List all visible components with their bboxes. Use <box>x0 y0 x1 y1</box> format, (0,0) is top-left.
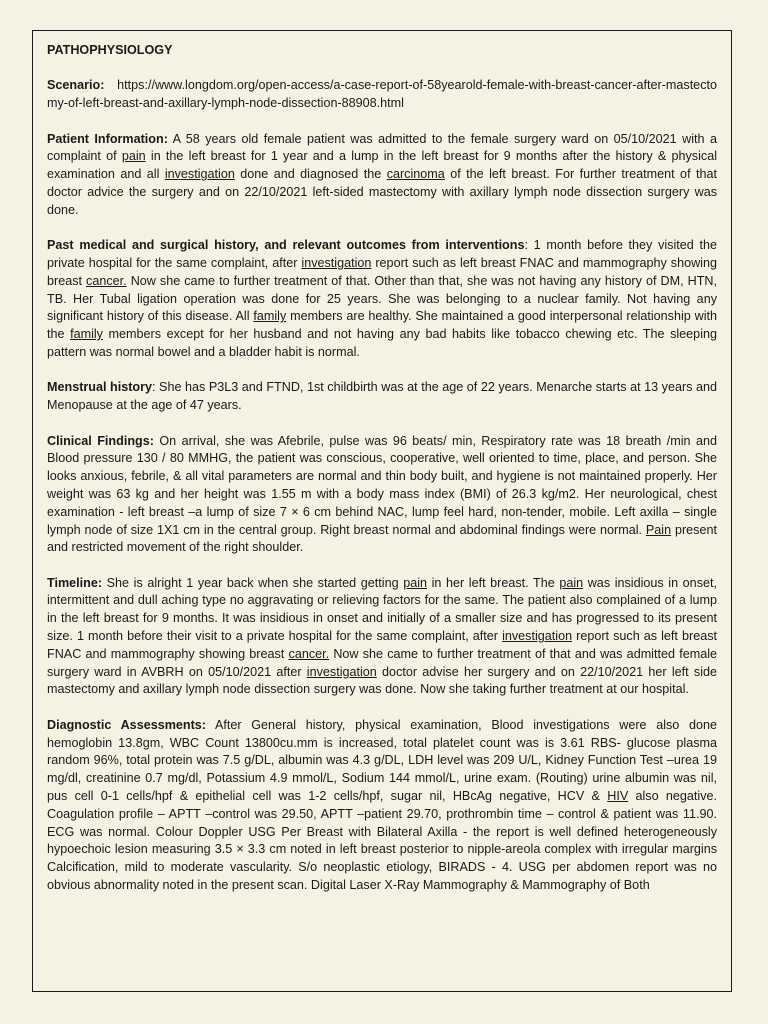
document-page <box>32 30 732 992</box>
underlined-term: HIV <box>607 789 629 804</box>
section-paragraph <box>47 717 717 895</box>
underlined-term: cancer. <box>288 646 330 661</box>
page-title: PATHOPHYSIOLOGY <box>47 43 173 57</box>
paragraph-text: Now she came to further treatment of that. Other than that, she was not having any history of DM, HTN, TB. Her Tubal ligation operation was done for 25 years. She was belonging to a nuclear family. Not having any significant history of this disease. All <box>47 273 717 324</box>
paragraph-text: : 1 month before they visited the private hospital for the same complaint, after <box>47 238 717 270</box>
underlined-term: pain <box>403 575 427 590</box>
paragraph-text: report such as left breast FNAC and mammography showing breast <box>47 629 717 661</box>
document-body <box>47 77 717 894</box>
paragraph-text: She is alright 1 year back when she started getting <box>102 575 404 590</box>
paragraph-text: https://www.longdom.org/open-access/a-case-report-of-58yearold-female-with-breast-cancer-after-mastectomy-of-left-breast-and-axillary-lymph-node-dissection-88908.html <box>47 78 717 111</box>
paragraph-text: report such as left breast FNAC and mammography showing breast <box>47 255 717 288</box>
section-paragraph <box>47 575 717 700</box>
underlined-term: investigation <box>502 629 573 644</box>
section-heading: Menstrual history <box>47 380 153 395</box>
section-paragraph <box>47 379 717 415</box>
paragraph-text: present and restricted movement of the right shoulder. <box>47 522 717 555</box>
underlined-term: carcinoma <box>386 167 445 182</box>
section-paragraph <box>47 131 717 220</box>
paragraph-text: A 58 years old female patient was admitted to the female surgery ward on 05/10/2021 with a complaint of <box>47 131 717 164</box>
section-heading: Patient Information: <box>47 131 168 146</box>
underlined-term: pain <box>559 575 584 590</box>
paragraph-text: After General history, physical examination, Blood investigations were also done hemoglobin 13.8gm, WBC Count 13800cu.mm is increased, total platelet count was is 3.61 RBS- glucose plasma random 96%, total protein was 7.5 g/DL, albumin was 4.3 g/DL, LDH level was 209 U/L, Kidney Function Test –urea 19 mg/dl, creatinine 0.7 mg/dl, Potassium 4.9 mmol/L, Sodium 144 mmol/L, urine exam. (Routing) urine albumin was nil, pus cell 0-1 cells/hpf & epithelial cell was 1-2 cells/hpf, sugar nil, HBcAg negative, HCV & <box>47 717 718 804</box>
underlined-term: investigation <box>164 167 235 182</box>
section-paragraph <box>47 77 717 113</box>
section-heading: Clinical Findings: <box>47 433 154 448</box>
paragraph-text: in her left breast. The <box>427 575 560 590</box>
paragraph-text: of the left breast. For further treatment of that doctor advice the surgery and on 22/10/2021 left-sided mastectomy with axillary lymph node dissection surgery was done. <box>47 167 718 217</box>
underlined-term: Pain <box>645 522 672 537</box>
paragraph-text: members are healthy. She maintained a good interpersonal relationship with the <box>47 309 718 342</box>
underlined-term: cancer. <box>86 273 127 288</box>
underlined-term: family <box>70 327 103 342</box>
underlined-term: investigation <box>306 664 377 679</box>
paragraph-text: done and diagnosed the <box>234 167 387 182</box>
section-paragraph <box>47 237 717 362</box>
paragraph-text: Now she came to further treatment of that and was admitted female surgery ward in AVBRH on 05/10/2021 after <box>47 646 717 679</box>
section-heading: Diagnostic Assessments: <box>47 717 206 732</box>
underlined-term: investigation <box>301 255 372 270</box>
underlined-term: pain <box>121 149 146 164</box>
section-heading: Past medical and surgical history, and relevant outcomes from interventions <box>47 238 525 253</box>
section-paragraph <box>47 433 717 558</box>
section-heading: Scenario: <box>47 78 105 93</box>
section-heading: Timeline: <box>47 575 103 590</box>
paragraph-text: On arrival, she was Afebrile, pulse was 96 beats/ min, Respiratory rate was 18 breath /min and Blood pressure 130 / 80 MMHG, the patient was conscious, cooperative, well oriented to time, place, and person. She looks anxious, febrile, & all vital parameters are normal and thin body built, and hygiene is not maintained properly. Her weight was 63 kg and her height was 1.55 m with a body mass index (BMI) of 26.3 kg/m2. Her neurological, chest examination - left breast –a lump of size 7 × 6 cm behind NAC, lump feel hard, non-tender, mobile. Left axilla – single lymph node of size 1X1 cm in the central group. Right breast normal and abdominal findings were normal. <box>47 433 717 537</box>
paragraph-text: members except for her husband and not having any bad habits like tobacco chewing etc. The sleeping pattern was normal bowel and a bladder habit is normal. <box>47 327 717 359</box>
paragraph-text: : She has P3L3 and FTND, 1st childbirth was at the age of 22 years. Menarche starts at 13 years and Menopause at the age of 47 years. <box>47 380 717 413</box>
paragraph-text: in the left breast for 1 year and a lump in the left breast for 9 months after the history & physical examination and all <box>47 149 717 182</box>
paragraph-text: doctor advise her surgery and on 22/10/2021 her left side mastectomy and axillary lymph node dissection surgery was done. Now she taking further treatment at our hospital. <box>47 664 717 697</box>
paragraph-text: was insidious in onset, intermittent and dull aching type no aggravating or relieving factors for the same. The patient also complained of a lump in the left breast for 9 months. It was insidious in onset and initially of a smaller size and has progressed to its present size. 1 month before their visit to a private hospital for the same complaint, after <box>47 575 717 644</box>
underlined-term: family <box>253 309 287 324</box>
paragraph-text: also negative. Coagulation profile – APTT –control was 29.50, APTT –patient 29.70, prothrombin time – control & patient was 11.90. ECG was normal. Colour Doppler USG Per Breast with Bilateral Axilla - the report is well defined heterogeneously hypoechoic lesion measuring 3.5 × 3.3 cm noted in left breast posterior to nipple-areola complex with irregular margins Calcification, mild to moderate vascularity. S/o neoplastic etiology, BIRADS - 4. USG per abdomen report was no obvious abnormality noted in the present scan. Digital Laser X-Ray Mammography & Mammography of Both <box>47 789 718 893</box>
